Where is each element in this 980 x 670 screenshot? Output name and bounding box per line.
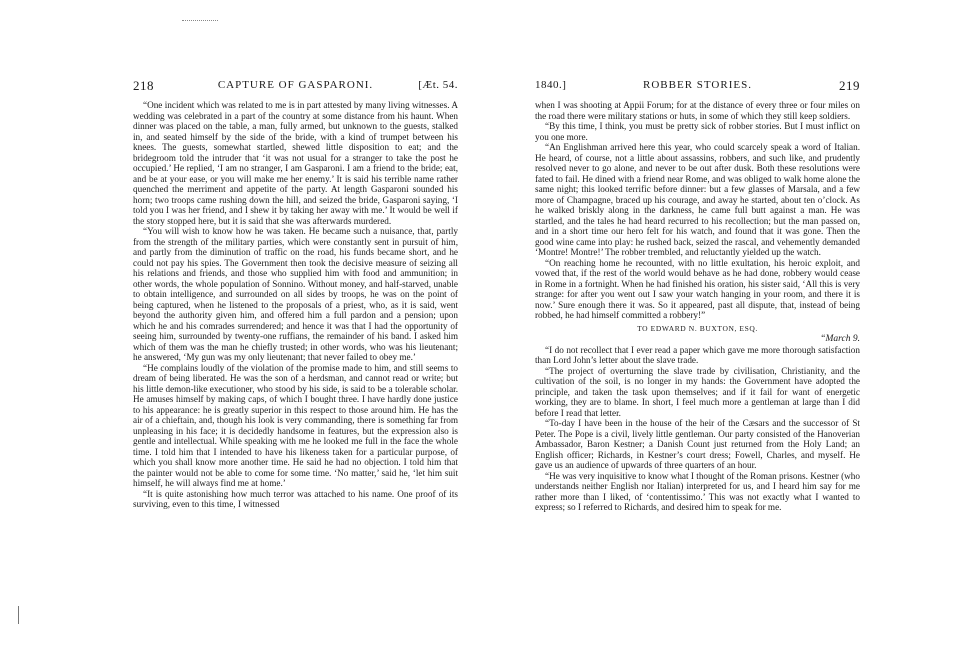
right-paragraph-1: when I was shooting at Appii Forum; for at the distance of every three or four miles on the road there were military stations or huts, in some of which they still keep soldiers.: [535, 100, 860, 121]
left-running-title: CAPTURE OF GASPARONI.: [217, 79, 374, 91]
right-paragraph-5: “I do not recollect that I ever read a paper which gave me more thorough satisfaction than Lord John’s letter about the slave trade.: [535, 344, 860, 365]
left-paragraph-2: “You will wish to know how he was taken. He became such a nuisance, that, partly from the strength of the military parties, which were constantly sent in pursuit of him, and partly from the diminution of traffic on the road, his funds became short, and he could not pay his spies. The Government then took the decisive measure of seizing all his relations and friends, and those who supplied him with food and ammunition; in other words, the whole population of Sonnino. Without money, and half-starved, unable to obtain intelligence, and surrounded on all sides by troops, he was on the point of being captured, when he listened to the proposals of a priest, who, as it is said, went beyond the authority given him, and offered him a full pardon and a pension; upon which he and his comrades surrendered; and hence it was that I had the opportunity of seeing him, surrounded by twenty-one ruffians, the remainder of his band. I asked him which of them was the man he chiefly trusted; in other words, who was his lieutenant; he answered, ‘My gun was my only lieutenant; that never failed to obey me.’: [133, 226, 458, 362]
right-paragraph-2: “By this time, I think, you must be pretty sick of robber stories. But I must inflict on you one more.: [535, 121, 860, 142]
right-paragraph-6: “The project of overturning the slave trade by civilisation, Christianity, and the cultivation of the soil, is no longer in my hands: the Government have adopted the principle, and taken the task upon themselves; and if it fail for want of energetic working, they are to blame. In short, I feel much more a gentleman at large than I did before I read that letter.: [535, 365, 860, 418]
right-running-title: ROBBER STORIES.: [643, 79, 752, 91]
letter-date: “March 9.: [820, 333, 860, 344]
right-paragraph-3: “An Englishman arrived here this year, who could scarcely speak a word of Italian. He heard, of course, not a little about assassins, robbers, and such like, and prudently resolved never to go alone, and never to be out after dusk. Both these resolutions were fated to fail. He dined with a friend near Rome, and was obliged to walk home alone the same night; this looked terrific before dinner: but a few glasses of Marsala, and a few more of Champagne, braced up his courage, and away he started, about ten o’clock. As he walked briskly along in the darkness, he came full butt against a man. He was startled, and the tales he had heard recurred to his recollection; but the man passed on, and in a short time our hero felt for his watch, and found that it was gone. Then the good wine came into play: he rushed back, seized the rascal, and vehemently demanded ‘Montre! Montre!’ The robber trembled, and reluctantly yielded up the watch.: [535, 142, 860, 257]
left-paragraph-4: “It is quite astonishing how much terror was attached to his name. One proof of its surviving, even to this time, I witnessed: [133, 488, 458, 509]
right-year-reference: 1840.]: [535, 79, 567, 91]
right-page-number: 219: [839, 78, 860, 93]
right-running-header: [535, 78, 860, 94]
left-running-header: [133, 78, 458, 94]
letter-heading: TO EDWARD N. BUXTON, ESQ.: [637, 323, 758, 333]
right-page: [535, 78, 860, 658]
scan-artifact-left: [18, 606, 19, 624]
left-age-reference: [Æt. 54.: [418, 79, 458, 91]
left-paragraph-1: “One incident which was related to me is in part attested by many living witnesses. A wedding was celebrated in a part of the country at some distance from his haunt. When dinner was placed on the table, a man, fully armed, but unknown to the guests, stalked in, and seated himself by the side of the bride, with a kind of trumpet between his knees. The guests, somewhat startled, shewed little disposition to eat; and the bridegroom told the intruder that ‘it was not usual for a stranger to take the post he occupied.’ He replied, ‘I am no stranger, I am Gasparoni. I am a friend to the bride; eat, and be at your ease, or you will make me her enemy.’ It is said his terrible name rather quenched the merriment and appetite of the party. At length Gasparoni sounded his horn; two troops came rushing down the hill, and seized the bride, Gasparoni saying, ‘I told you I was her friend, and I shew it by taking her away with me.’ It would be well if the story stopped here, but it is said that she was afterwards murdered.: [133, 100, 458, 226]
left-page: [133, 78, 458, 658]
right-paragraph-8: “He was very inquisitive to know what I thought of the Roman prisons. Kestner (who understands neither English nor Italian) interpreted for us, and I heard him say for me rather more than I liked, of ‘contentissimo.’ This was not exactly what I wanted to express; so I referred to Richards, and desired him to speak for me.: [535, 470, 860, 512]
left-page-body: [133, 100, 458, 510]
left-paragraph-3: “He complains loudly of the violation of the promise made to him, and still seems to dream of being liberated. He was the son of a herdsman, and cannot read or write; but his little demon-like executioner, who stood by his side, is said to be a tolerable scholar. He amuses himself by making caps, of which I bought three. I have hardly done justice to his appearance: he is greatly superior in this respect to those around him. He has the air of a chieftain, and, though his look is very commanding, there is something far from unpleasing in his face; it is decidedly handsome in features, but the expression also is gentle and intellectual. While speaking with me he looked me full in the face the whole time. I told him that I intended to have his likeness taken for a particular purpose, of which you shall know more another time. He said he had no objection. I told him that the painter would not be able to come for some time. ‘No matter,’ said he, ‘let him suit himself, he will always find me at home.’: [133, 362, 458, 488]
right-page-body: [535, 100, 860, 513]
right-paragraph-7: “To-day I have been in the house of the heir of the Cæsars and the successor of St Peter. The Pope is a civil, lively little gentleman. Our party consisted of the Hanoverian Ambassador, Baron Kestner; a Danish Count just returned from the Holy Land; an English officer; Richards, in Kestner’s court dress; Fowell, Charles, and myself. He gave us an audience of upwards of three quarters of an hour.: [535, 418, 860, 470]
scan-artifact-top: [182, 20, 218, 22]
left-page-number: 218: [133, 78, 154, 93]
right-paragraph-4: “On reaching home he recounted, with no little exultation, his heroic exploit, and vowed that, if the rest of the world would behave as he had done, robbery would cease in Rome in a fortnight. When he had finished his oration, his sister said, ‘All this is very strange: for after you went out I saw your watch hanging in your room, and there it is now.’ Sure enough there it was. So it appeared, past all dispute, that, instead of being robbed, he had himself committed a robbery!”: [535, 257, 860, 320]
